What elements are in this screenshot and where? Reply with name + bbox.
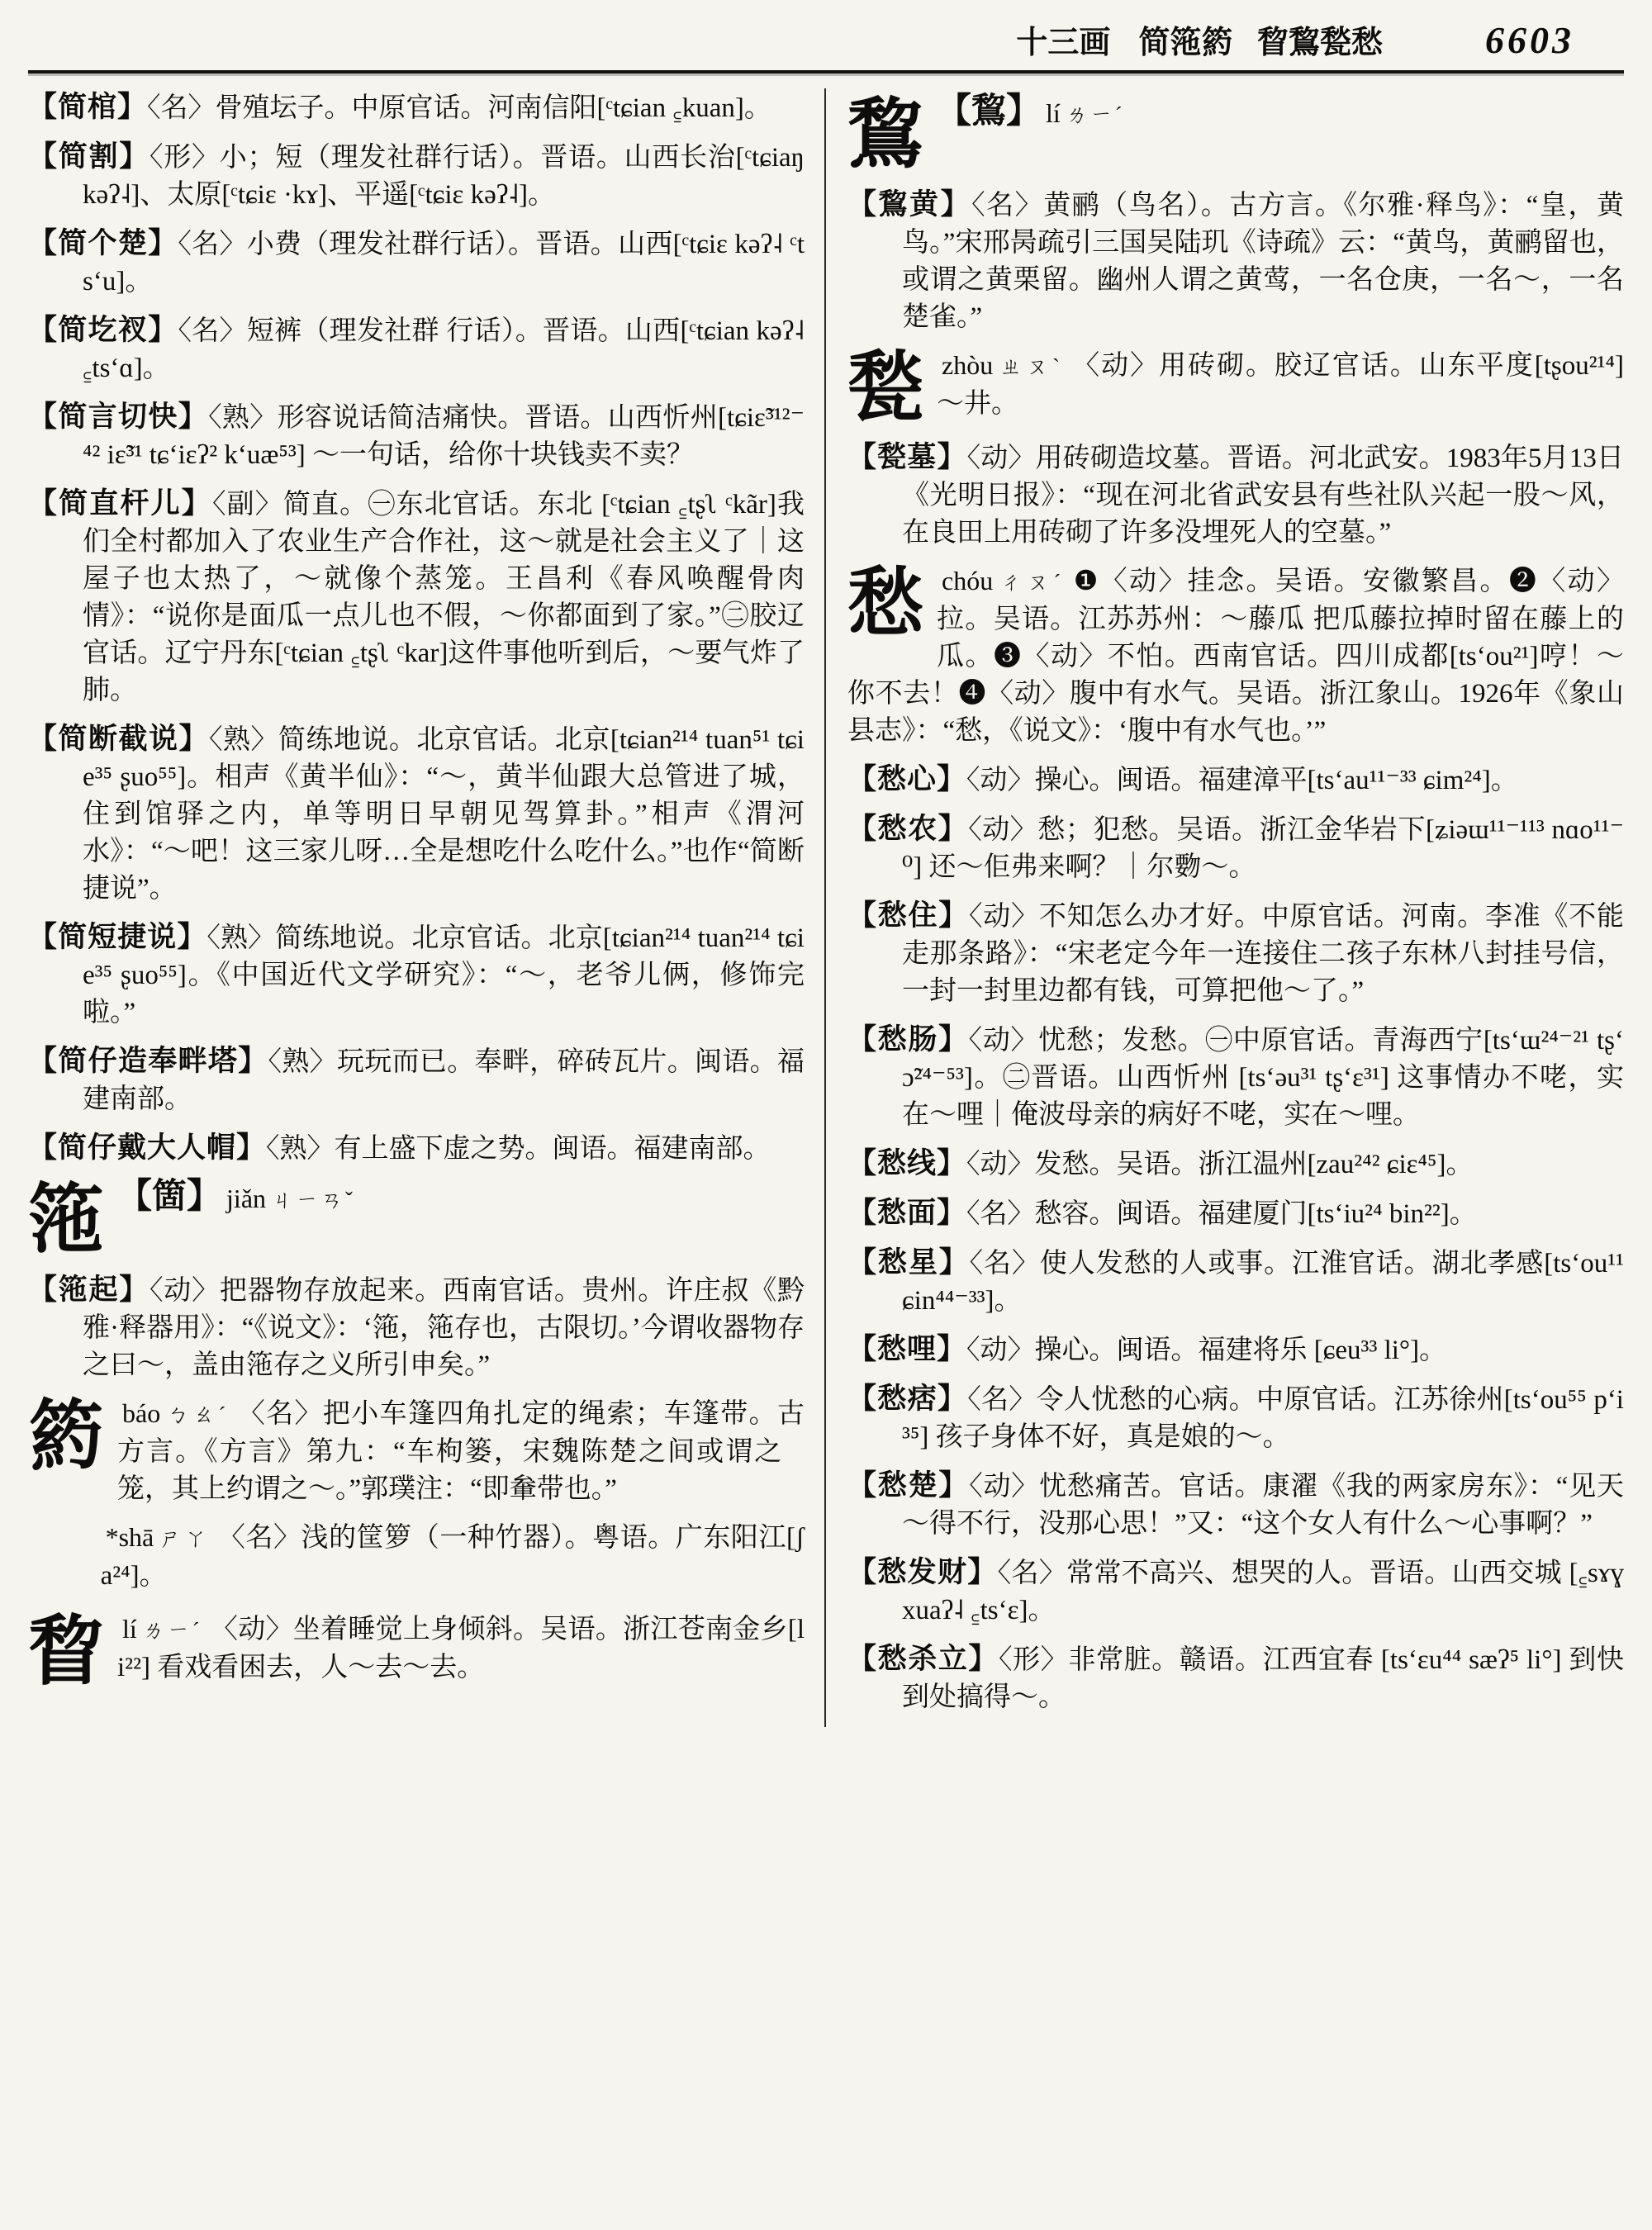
entry-body: 〈动〉操心。闽语。福建漳平[tsʻau¹¹⁻³³ ɕim²⁴]。 <box>966 766 1518 796</box>
dict-head-entry <box>28 1395 805 1508</box>
dict-entry <box>28 398 805 474</box>
entry-headword: 【简割】 <box>28 140 150 173</box>
columns <box>28 88 1624 1727</box>
pinyin: chóu <box>942 566 994 596</box>
dict-entry <box>847 761 1624 799</box>
entry-body: 〈名〉短裤（理发社群 行话）。晋语。山西[ᶜtɕian kəʔ˨ ꜁tsʻɑ]。 <box>83 316 805 383</box>
page-number: 6603 <box>1485 19 1574 61</box>
entry-body: 〈熟〉简练地说。北京官话。北京[tɕian²¹⁴ tuan²¹⁴ tɕie³⁵ ʂuo⁵⁵]。《中国近代文学研究》：“～，老爷儿俩，修饰完啦。” <box>83 923 805 1027</box>
entry-headword: 【简断截说】 <box>28 723 209 755</box>
dict-entry <box>28 311 805 387</box>
entry-body: 〈名〉黄鹂（鸟名）。古方言。《尔雅·释鸟》：“皇，黄鸟。”宋邢昺疏引三国吴陆玑《诗疏》云：“黄鸟，黄鹂留也，或谓之黄栗留。幽州人谓之黄莺，一名仓庚，一名～，一名楚雀。” <box>902 190 1624 332</box>
entry-body: 〈名〉常常不高兴、想哭的人。晋语。山西交城 [꜁sɤɣ xuaʔ˨ ꜁tsʻɛ]。 <box>902 1559 1624 1626</box>
head-character: 愁 <box>847 562 924 647</box>
entry-body: 〈名〉浅的筐箩（一种竹器）。粤语。广东阳江[ʃa²⁴]。 <box>100 1522 805 1591</box>
dict-entry <box>28 225 805 301</box>
pinyin: jiǎn <box>226 1184 267 1213</box>
entry-headword: 【愁线】 <box>847 1147 967 1180</box>
entry-headword: 【简棺】 <box>28 91 148 123</box>
header-characters: 简筂箹𥮽睝鵹甃愁 <box>1138 26 1383 60</box>
head-character: 𥮽 <box>28 1517 88 1602</box>
entry-headword: 【简短捷说】 <box>28 921 207 953</box>
zhuyin: ㄓㄡˋ <box>998 353 1065 379</box>
entry-headword: 【愁住】 <box>847 899 970 932</box>
dict-entry <box>847 1331 1624 1369</box>
entry-headword: 【简圪衩】 <box>28 314 178 346</box>
pinyin: báo <box>122 1397 161 1428</box>
dict-head-entry <box>847 562 1624 750</box>
entry-headword: 【愁肠】 <box>847 1023 969 1056</box>
head-character: 鵹 <box>847 93 924 177</box>
entry-body: 〈熟〉简练地说。北京官话。北京[tɕian²¹⁴ tuan⁵¹ tɕie³⁵ ʂuo⁵⁵]。相声《黄半仙》：“～，黄半仙跟大总管进了城，住到馆驿之内，单等明日早朝见驾算卦。”相声《渭河水》：“～吧！这三家儿呀…全是想吃什么吃什么。”也作“简断捷说”。 <box>83 725 805 904</box>
zhuyin: ㄐㄧㄢˇ <box>271 1188 356 1212</box>
entry-body: 〈熟〉玩玩而已。奉畔，碎砖瓦片。闽语。福建南部。 <box>83 1047 805 1114</box>
traditional-form: 【鵹】 <box>937 93 1042 130</box>
header-rule <box>28 70 1624 74</box>
entry-body: 〈名〉令人忧愁的心病。中原官话。江苏徐州[tsʻou⁵⁵ pʻi³⁵] 孩子身体不好，真是娘的～。 <box>902 1385 1624 1453</box>
entry-body: 〈动〉坐着睡觉上身倾斜。吴语。浙江苍南金乡[li²²] 看戏看困去，人～去～去。 <box>117 1615 805 1683</box>
entry-headword: 【愁心】 <box>847 763 967 796</box>
zhuyin: ㄌㄧˊ <box>1065 102 1125 127</box>
dict-entry <box>847 186 1624 336</box>
entry-headword: 【鵹黄】 <box>847 187 972 221</box>
entry-headword: 【愁农】 <box>847 813 969 846</box>
dict-entry <box>847 439 1624 552</box>
dict-entry <box>847 1244 1624 1320</box>
entry-body: 〈名〉愁容。闽语。福建厦门[tsʻiu²⁴ bin²²]。 <box>966 1199 1477 1230</box>
pinyin: *shā <box>105 1521 154 1552</box>
entry-body: 〈动〉忧愁；发愁。㊀中原官话。青海西宁[tsʻɯ²⁴⁻²¹ tʂʻɔ̃²⁴⁻⁵³]。㊁晋语。山西忻州 [tsʻəu³¹ tʂʻɛ³¹] 这事情办不咾，实在～哩｜俺波母亲的病好不咾，实在～哩。 <box>902 1026 1624 1131</box>
entry-body: 〈熟〉形容说话简洁痛快。晋语。山西忻州[tɕiɛ̃³¹²⁻⁴² iɛ̃³¹ tɕʻiɛʔ² kʻuæ⁵³] ～一句话，给你十块钱卖不卖？ <box>83 403 805 470</box>
entry-body: 〈动〉发愁。吴语。浙江温州[zau²⁴² ɕiɛ⁴⁵]。 <box>966 1150 1474 1180</box>
dict-entry <box>847 1467 1624 1543</box>
entry-body: 〈动〉愁；犯愁。吴语。浙江金华岩下[ʑiəɯ¹¹⁻¹¹³ nɑo¹¹⁻⁰] 还～佢弗来啊？｜尔覅～。 <box>902 815 1624 883</box>
dict-head-entry <box>847 347 1624 429</box>
entry-headword: 【简直杆儿】 <box>28 487 212 520</box>
dict-entry <box>28 138 805 214</box>
pinyin: zhòu <box>942 349 994 380</box>
entry-headword: 【简个楚】 <box>28 227 178 259</box>
entry-body: 〈副〉简直。㊀东北官话。东北 [ᶜtɕian ꜁tʂʅ ᶜkãr]我们全村都加入了农业生产合作社，这～就是社会主义了｜这屋子也太热了，～就像个蒸笼。王昌利《春风唤醒骨肉情》：“说你是面瓜一点儿也不假，～你都面到了家。”㊁胶辽官话。辽宁丹东[ᶜtɕian ꜁tʂʅ ᶜkar]这件事他听到后，～要气炸了肺。 <box>83 490 805 705</box>
entry-headword: 【甃墓】 <box>847 441 967 474</box>
dict-entry <box>28 485 805 709</box>
head-character: 箹 <box>28 1393 105 1478</box>
entry-headword: 【愁星】 <box>847 1246 970 1279</box>
dict-entry <box>28 88 805 127</box>
entry-body: 〈名〉使人发愁的人或事。江淮官话。湖北孝感[tsʻou¹¹ ɕin⁴⁴⁻³³]。 <box>902 1249 1624 1317</box>
dict-entry <box>847 810 1624 886</box>
entry-body: 〈动〉把器物存放起来。西南官话。贵州。许庄叔《黔雅·释器用》：“《说文》：‘筂，筂存也，古限切。’今谓收器物存之曰～，盖由筂存之义所引申矣。” <box>83 1275 805 1380</box>
entry-body: 〈名〉骨殖坛子。中原官话。河南信阳[ᶜtɕian ꜁kuan]。 <box>147 93 771 123</box>
zhuyin: ㄔㄡˊ <box>998 570 1066 595</box>
dict-entry <box>28 1129 805 1168</box>
zhuyin: ㄌㄧˊ <box>141 1618 202 1644</box>
left-column <box>28 88 824 1703</box>
dict-entry <box>847 1640 1624 1716</box>
dict-head-entry <box>28 1179 805 1260</box>
page-header <box>28 12 1624 70</box>
entry-body: ❶〈动〉挂念。吴语。安徽繁昌。❷〈动〉拉。吴语。江苏苏州：～藤瓜 把瓜藤拉掉时留在藤上的瓜。❸〈动〉不怕。西南官话。四川成都[tsʻou²¹]哼！～你不去！❹〈动〉腹中有水气。吴语。浙江象山。1926年《象山县志》：“愁，《说文》：‘腹中有水气也。’” <box>847 567 1624 747</box>
entry-headword: 【愁哩】 <box>847 1333 967 1366</box>
entry-headword: 【愁痞】 <box>847 1383 968 1416</box>
pinyin: lí <box>1046 98 1061 128</box>
dict-entry <box>847 1554 1624 1630</box>
dict-entry <box>847 1021 1624 1134</box>
dict-head-entry <box>847 93 1624 175</box>
dict-entry <box>847 1380 1624 1456</box>
zhuyin: ㄕㄚ <box>159 1525 210 1551</box>
dict-head-entry <box>28 1519 805 1601</box>
entry-headword: 【简言切快】 <box>28 401 209 433</box>
entry-headword: 【简仔造奉畔塔】 <box>28 1045 268 1077</box>
entry-body: 〈名〉把小车篷四角扎定的绳索；车篷带。古方言。《方言》第九：“车枸篓，宋魏陈楚之间或谓之𥫃笼，其上约谓之～。”郭璞注：“即軬带也。” <box>117 1398 805 1504</box>
traditional-form: 【箇】 <box>117 1178 222 1216</box>
entry-body: 〈动〉用砖砌造坟墓。晋语。河北武安。1983年5月13日《光明日报》：“现在河北省武安县有些社队兴起一股～风，在良田上用砖砌了许多没埋死人的空墓。” <box>902 444 1624 548</box>
entry-headword: 【愁楚】 <box>847 1469 970 1502</box>
entry-body: 〈熟〉有上盛下虚之势。闽语。福建南部。 <box>266 1134 771 1164</box>
dict-entry <box>28 1042 805 1118</box>
zhuyin: ㄅㄠˊ <box>165 1402 230 1427</box>
right-column <box>824 88 1624 1727</box>
entry-body: 〈动〉操心。闽语。福建将乐 [ɕeu³³ li°]。 <box>966 1336 1447 1366</box>
entry-headword: 【愁面】 <box>847 1197 967 1230</box>
dict-entry <box>847 1194 1624 1233</box>
entry-headword: 【愁杀立】 <box>847 1643 999 1676</box>
entry-body: 〈形〉非常脏。赣语。江西宜春 [tsʻɛu⁴⁴ sæʔ⁵ li°] 到快到处搞得～。 <box>902 1645 1624 1713</box>
entry-body: 〈动〉忧愁痛苦。官话。康濯《我的两家房东》：“见天～得不行，没那心思！”又：“这个女人有什么～心事啊？” <box>902 1472 1624 1540</box>
pinyin: lí <box>122 1614 137 1644</box>
entry-body: 〈动〉用砖砌。胶辽官话。山东平度[tʂou²¹⁴] ～井。 <box>937 350 1625 419</box>
head-character: 筂 <box>28 1178 105 1262</box>
head-character: 甃 <box>847 345 924 430</box>
dict-entry <box>847 897 1624 1010</box>
entry-headword: 【愁发财】 <box>847 1556 998 1589</box>
entry-body: 〈动〉不知怎么办才好。中原官话。河南。李准《不能走那条路》：“宋老定今年一连接住二孩子东林八封挂号信，一封一封里边都有钱，可算把他～了。” <box>902 902 1624 1007</box>
head-character: 睝 <box>28 1610 105 1695</box>
dict-head-entry <box>28 1610 805 1695</box>
dict-entry <box>28 1271 805 1384</box>
entry-body: 〈形〉小；短（理发社群行话）。晋语。山西长治[ᶜtɕiaŋ kəʔ˨]、太原[ᶜtɕiɛ ·kɤ]、平遥[ᶜtɕiɛ kəʔ˨]。 <box>83 143 805 210</box>
dict-entry <box>847 1145 1624 1184</box>
entry-headword: 【筂起】 <box>28 1273 150 1306</box>
dict-entry <box>28 720 805 908</box>
stroke-section-label: 十三画 <box>1016 26 1111 60</box>
dict-entry <box>28 918 805 1032</box>
entry-body: 〈名〉小费（理发社群行话）。晋语。山西[ᶜtɕiɛ kəʔ˨ ᶜtsʻu]。 <box>83 230 805 297</box>
entry-headword: 【简仔戴大人帽】 <box>28 1132 267 1164</box>
